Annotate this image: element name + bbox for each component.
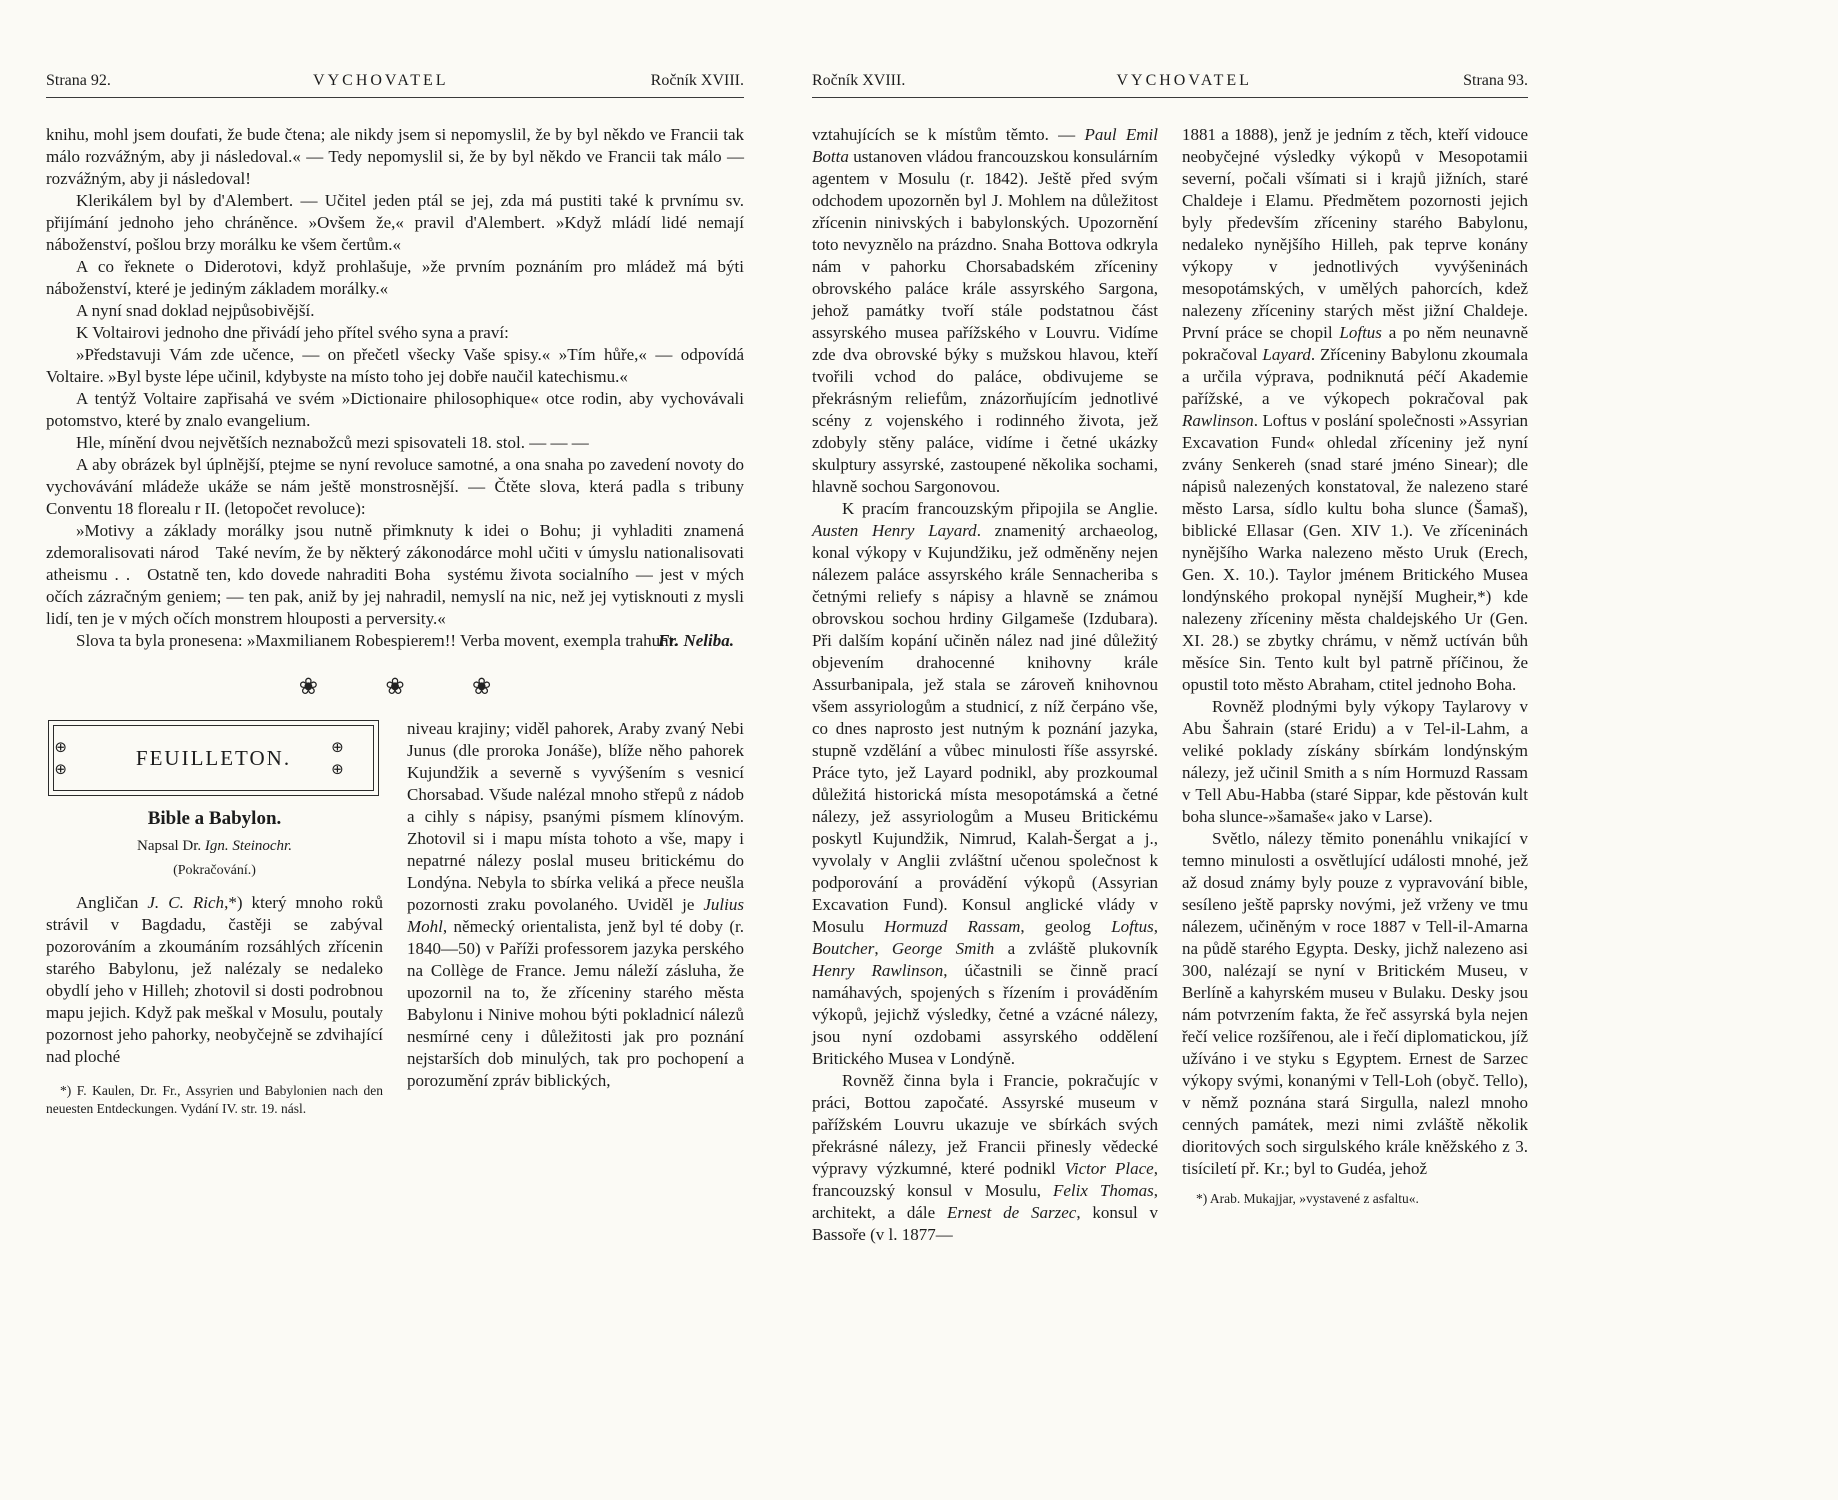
circled-cross-ornament-icon: ⊕ ⊕ (54, 738, 110, 778)
paragraph: A tentýž Voltaire zapřisahá ve svém »Dictionaire philosophique« otce rodin, aby vychovávali potomstvo, které by znalo evangelium. (46, 389, 744, 430)
paragraph: K Voltairovi jednoho dne přivádí jeho přítel svého syna a praví: (76, 323, 509, 342)
paragraph: Slova ta byla pronesena: »Maxmilianem Robespierem!! Verba movent, exempla trahunt. (76, 631, 678, 650)
volume-label: Ročník XVIII. (812, 72, 906, 89)
paragraph: Klerikálem byl by d'Alembert. — Učitel jeden ptál se jej, zda má pustiti také k prvnímu sv. přijímání jednoho jeho chráněnce. »Ovšem že,« pravil d'Alembert. »Když mládí lidé nemají náboženství, pošlou brzy morálku ke všem čertům.« (46, 191, 744, 254)
paragraph: Hle, mínění dvou největších neznabožců mezi spisovateli 18. stol. — — — (76, 433, 589, 452)
feuilleton-box (48, 720, 387, 796)
paragraph: niveau krajiny; viděl pahorek, Araby zvaný Nebi Junus (dle proroka Jonáše), blíže něho pahorek Kujundžik a severně s vyvýšením s vesnicí Chorsabad. Všude nalézal mnoho střepů z nádob a cihly s nápisy, psanými písmem klínovým. Zhotovil si i mapu místa tohoto a vše, mapy i nepatrné nálezy poslal museu britickému do Londýna. Nebyla to sbírka veliká a přece neušla pozornosti zraku povolaného. Uviděl je Julius Mohl, německý orientalista, jenž byl té doby (r. 1840—50) v Paříži professorem jazyka perského na Collège de France. Jemu náleží zásluha, že upozornil na to, že zříceniny starého města Babylonu i Ninive mohou býti pokladnicí nálezů nesmírné ceny i důležitosti jak pro poznání nejstarších dob minulých, tak pro pochopení a porozumění zpráv biblických, (407, 719, 744, 1090)
paragraph: vztahujících se k místům těmto. — Paul Emil Botta ustanoven vládou francouzskou konsulárním agentem v Mosulu (r. 1842). Ještě před svým odchodem upozorněn byl J. Mohlem na důležitost zřícenin ninivských i babylonských. Upozornění toto nevyznělo na prázdno. Snaha Bottova odkryla nám v pahorku Chorsabadském zříceniny obrovského paláce krále assyrského Sargona, jehož památky tvoří stále podstatnou část assyrského musea pařížského v Louvru. Vidíme zde dva obrovské býky s mužskou hlavou, kteří tvořili vchod do paláce, obdivujeme se překrásným reliefům, znázorňujícím jednotlivé scény z vojenského i rodinného života, jež zdobyly stěny paláce, vidíme i četné ukázky skulptury assyrské, zastoupené několika sochami, hlavně sochou Sargonovou. (812, 125, 1158, 496)
feuilleton-heading: FEUILLETON. (135, 746, 292, 770)
volume-label: Ročník XVIII. (650, 72, 744, 89)
article-byline: Napsal Dr. Ign. Steinochr. (137, 838, 292, 854)
footnote: *) F. Kaulen, Dr. Fr., Assyrien und Babylonien nach den neuesten Entdeckungen. Vydání IV. str. 19. násl. (46, 1083, 383, 1116)
paragraph: Rovněž činna byla i Francie, pokračujíc v práci, Bottou započaté. Assyrské museum v pařížském Louvru ukazuje ve sbírkách svých překrásné nálezy, jež Francii přinesly vědecké výpravy výzkumné, které podnikl Victor Place, francouzský konsul v Mosulu, Felix Thomas, architekt, a dále Ernest de Sarzec, konsul v Bassoře (v l. 1877— (812, 1071, 1158, 1244)
continuation-note: (Pokračování.) (173, 863, 256, 878)
paragraph: A nyní snad doklad nejpůsobivější. (76, 301, 315, 320)
paragraph: Rovněž plodnými byly výkopy Taylarovy v Abu Šahrain (staré Eridu) a v Tel-il-Lahm, a veliké poklady získány sbírkám londýnským nálezy, jež učinil Smith a s ním Hormuzd Rassam v Tell Abu-Habba (staré Sippar, kde pěstován kult boha slunce-»šamaše« jako v Larse). (1182, 697, 1528, 826)
flower-ornament-divider-icon: ❀ ❀ ❀ (298, 674, 522, 700)
footnote: *) Arab. Mukajjar, »vystavené z asfaltu«. (1196, 1191, 1419, 1206)
two-column-text (812, 124, 1528, 1246)
paragraph: »Motivy a základy morálky jsou nutně přimknuty k idei o Bohu; ji vyhladiti znamená zdemoralisovati národ Také nevím, že by některý zákonodárce mohl učiti v úmyslu nationalisovati atheismu . . Ostatně ten, kdo dovede nahraditi Boha systému života socialního — jest v mých očích zázračným geniem; — ten pak, aniž by jej nahradil, nemyslí na nic, než jej vytisknouti z mysli lidí, ten je v mých očích monstrem hlouposti a perversity.« (46, 521, 744, 628)
author-signature: Fr. Neliba. (657, 631, 734, 650)
journal-title: VYCHOVATEL (313, 72, 449, 89)
page-number: Strana 93. (1463, 72, 1528, 89)
paragraph: K pracím francouzským připojila se Anglie. Austen Henry Layard. znamenitý archaeolog, konal výkopy v Kujundžiku, jež odměněny nejen nálezem paláce assyrského krále Sennacheriba s četnými reliefy s nápisy a hlavně se známou obrovskou sochou hrdiny Gilgameše (Izdubara). Při dalším kopání učiněn nález nad jiné důležitý objevením drahocenné knihovny krále Assurbanipala, jež stala se zároveň knihovnou všem assyriologům a studnicí, z níž čerpáno vše, co dnes naprosto jest nutným k poznání jazyka, stupně vzdělání a vůbec minulosti říše assyrské. Práce tyto, jež Layard podnikl, aby prozkoumal důležitá historická místa mesopotámská a četné nálezy, jež assyriologům a Museu Britickému poskytl Kujundžik, Nimrud, Kalah-Šergat a j., vyvolaly v Anglii zvláštní učenou společnost k podporování a provádění výkopů (Assyrian Excavation Fund). Konsul anglické vlády v Mosulu Hormuzd Rassam, geolog Loftus, Boutcher, George Smith a zvláště plukovník Henry Rawlinson, účastnili se činně prací namáhavých, spojených s řízením i prováděním výkopů, jejichž výsledky, četné a vzácné nálezy, jsou nyní ozdobami assyrského oddělení Britického Musea v Londýně. (812, 499, 1158, 1068)
text-column-1 (812, 124, 1158, 1246)
journal-title: VYCHOVATEL (1116, 72, 1252, 89)
page-header-right (812, 72, 1528, 98)
feuilleton-right-column (407, 718, 744, 1117)
paragraph: »Představuji Vám zde učence, — on přečetl všecky Vaše spisy.« »Tím hůře,« — odpovídá Voltaire. »Byl byste lépe učinil, kdybyste na místo toho jej dobře naučil katechismu.« (46, 345, 744, 386)
intro-text-block (46, 124, 744, 652)
page-body-right (812, 124, 1528, 1246)
paragraph: Světlo, nálezy těmito ponenáhlu vnikající v temno minulosti a osvětlující události mnohé, jež až dosud známy byly pouze z vypravování bible, sesíleno ještě paprsky novými, jež vrženy ve tmu nálezem, učiněným v roce 1887 v Tell-il-Amarna na půdě starého Egypta. Desky, jichž nalezeno asi 300, nalézají se nyní v Britickém Museu, v Berlíně a kahyrském museu v Bulaku. Desky jsou nám potvrzením fakta, že řeč assyrská byla nejen řečí velice rozšířenou, ale i řečí diplomatickou, jíž užíváno i ve styku s Egyptem. Ernest de Sarzec výkopy svými, konanými v Tell-Loh (obyč. Tello), v němž poznána stará Sirgulla, nalezl mnoho cenných památek, mezi nimi zvláště několik dioritových soch sirgulského krále kněžského z 3. tisíciletí př. Kr.; byl to Gudéa, jehož (1182, 829, 1528, 1178)
paragraph: 1881 a 1888), jenž je jedním z těch, kteří vidouce neobyčejné výsledky výkopů v Mesopotamii severní, počali všímati si i krajů jižních, staré Chaldeje i Elamu. Předmětem pozornosti jejich byly především zříceniny starého Babylonu, nedaleko nynějšího Hilleh, pak teprve konány výkopy v jednotlivých vyvýšeninách mesopotámských, v umělých pahorcích, kdež nalezeny zříceniny starých měst jižní Chaldeje. První práce se chopil Loftus a po něm neunavně pokračoval Layard. Zříceniny Babylonu zkoumala a určila výprava, podniknutá péčí Akademie pařížské, a ve výkopech pokračoval pak Rawlinson. Loftus v poslání společnosti »Assyrian Excavation Fund« ohledal zříceniny jež nyní zvány Senkereh (snad staré jméno Sinear); dle nápisů nalezených konstatoval, že nalezeno staré město Larsa, sídlo kultu boha slunce (Šamaš), biblické Ellasar (Gen. XIV 1.). Ve zříceninách nynějšího Warka nalezeno město Uruk (Erech, Gen. X. 10.). Taylor jménem Britického Musea londýnského prokopal nynější Mugheir,*) kde nalezeny zříceniny města chaldejského Ur (Gen. XI. 28.) se zbytky chrámu, v němž uctíván bůh měsíce Sin. Tento kult byl patrně příčinou, že opustil toto město Abraham, ctitel jednoho Boha. (1182, 125, 1528, 694)
circled-cross-ornament-icon: ⊕ ⊕ (331, 738, 387, 778)
text-column-2 (1182, 124, 1528, 1246)
paragraph: A aby obrázek byl úplnější, ptejme se nyní revoluce samotné, a ona snaha po zavedení novoty do vychovávání mládeže ukáže se nám ještě monstrosnější. — Čtěte slova, která padla s tribuny Conventu 18 florealu r II. (letopočet revoluce): (46, 455, 744, 518)
feuilleton-box-inner (53, 725, 387, 791)
article-text-block (46, 892, 383, 1068)
page-number: Strana 92. (46, 72, 111, 89)
page-92 (46, 72, 744, 1117)
page-93 (812, 72, 1528, 1246)
feuilleton-left-column (46, 718, 387, 1117)
paragraph: Angličan J. C. Rich,*) který mnoho roků strávil v Bagdadu, častěji se zabýval pozorováním a zkoumáním rozsáhlých zřícenin starého Babylonu, jež nalézaly se nedaleko obydlí jeho v Hilleh; zhotovil si dosti podrobnou mapu jejich. Když pak meškal v Mosulu, poutaly pozornost jeho pahorky, neobyčejně se zdvihající nad ploché (46, 893, 383, 1066)
article-title: Bible a Babylon. (147, 808, 282, 829)
article-text-block (1182, 124, 1528, 1180)
page-body-left (46, 124, 744, 1117)
feuilleton-section (46, 718, 744, 1117)
page-header-left (46, 72, 744, 98)
paragraph: A co řeknete o Diderotovi, když prohlašuje, »že prvním poznáním pro mládež má býti náboženství, které je jediným základem morálky.« (46, 257, 744, 298)
paragraph: knihu, mohl jsem doufati, že bude čtena; ale nikdy jsem si nepomyslil, že by byl někdo ve Francii tak málo rozvážným, aby ji následoval.« — Tedy nepomyslil si, že by byl někdo ve Francii tak málo — rozvážným, aby ji následoval! (46, 125, 744, 188)
